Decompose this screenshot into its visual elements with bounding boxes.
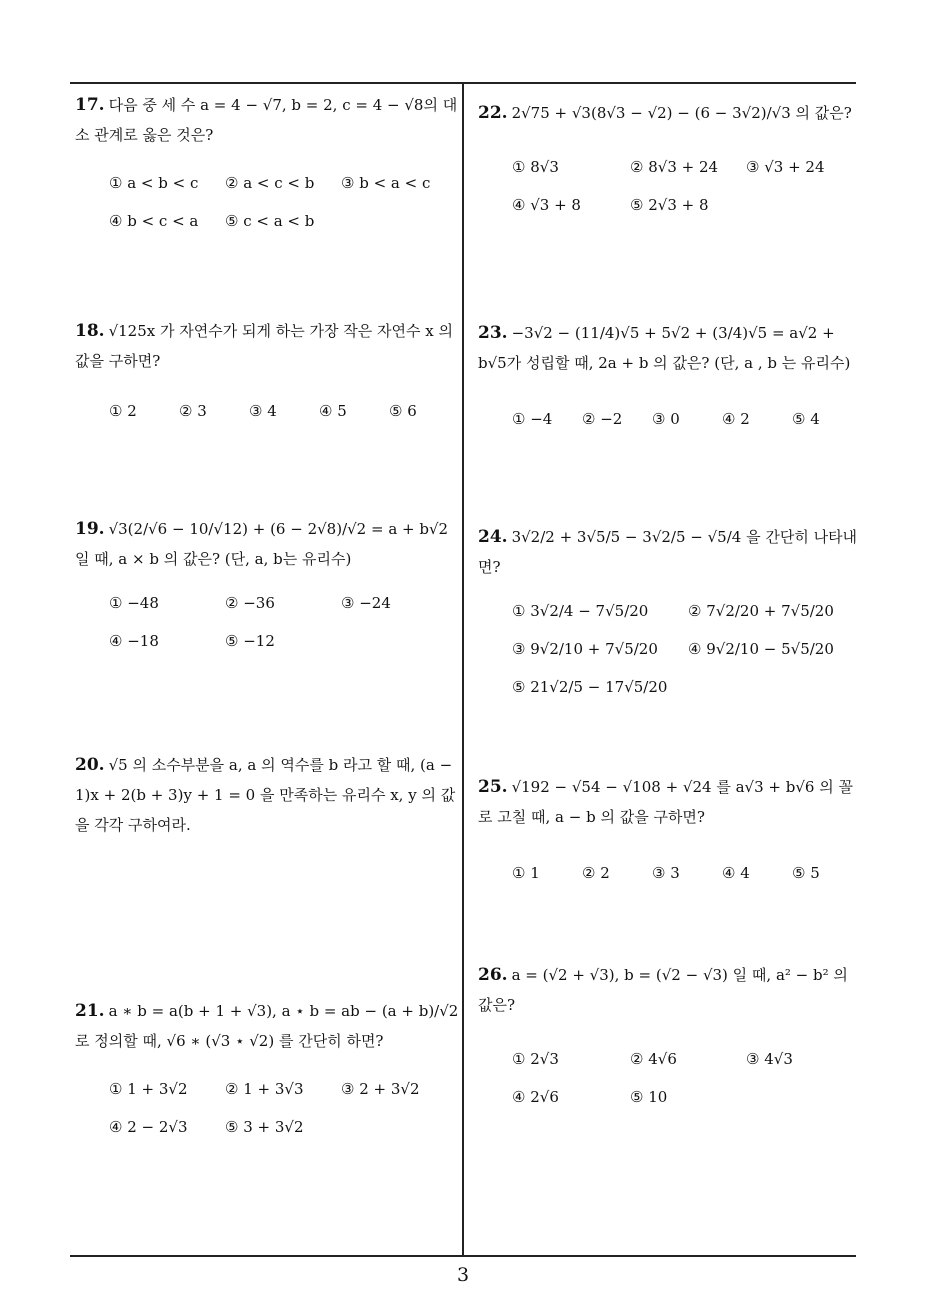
question-number: 21. bbox=[75, 1001, 105, 1021]
question-stem bbox=[478, 522, 862, 582]
question-text: 3√2/2 + 3√5/5 − 3√2/5 − √5/4 을 간단히 나타내면? bbox=[478, 528, 858, 576]
option-5[interactable]: ⑤ 3 + 3√2 bbox=[225, 1118, 304, 1136]
option-4[interactable]: ④ −18 bbox=[109, 632, 159, 650]
option-1[interactable]: ① 2√3 bbox=[512, 1050, 559, 1068]
option-4[interactable]: ④ √3 + 8 bbox=[512, 196, 581, 214]
question-number: 20. bbox=[75, 755, 105, 775]
option-3[interactable]: ③ 0 bbox=[652, 410, 680, 428]
question-19 bbox=[75, 514, 459, 668]
question-25 bbox=[478, 772, 862, 886]
page-number: 3 bbox=[456, 1264, 470, 1286]
option-4[interactable]: ④ 2 − 2√3 bbox=[109, 1118, 188, 1136]
option-2[interactable]: ② 8√3 + 24 bbox=[630, 158, 719, 176]
question-text: √125x 가 자연수가 되게 하는 가장 작은 자연수 x 의 값을 구하면? bbox=[75, 322, 453, 370]
question-stem bbox=[75, 996, 459, 1056]
option-4[interactable]: ④ 2√6 bbox=[512, 1088, 559, 1106]
option-1[interactable]: ① 1 + 3√2 bbox=[109, 1080, 188, 1098]
option-5[interactable]: ⑤ 21√2/5 − 17√5/20 bbox=[512, 678, 668, 696]
option-3[interactable]: ③ 4 bbox=[249, 402, 277, 420]
option-5[interactable]: ⑤ 4 bbox=[792, 410, 820, 428]
options bbox=[478, 596, 862, 716]
option-3[interactable]: ③ −24 bbox=[341, 594, 391, 612]
option-4[interactable]: ④ 2 bbox=[722, 410, 750, 428]
question-stem bbox=[75, 750, 459, 840]
option-2[interactable]: ② 3 bbox=[179, 402, 207, 420]
question-number: 24. bbox=[478, 527, 508, 547]
option-3[interactable]: ③ 2 + 3√2 bbox=[341, 1080, 420, 1098]
option-2[interactable]: ② 1 + 3√3 bbox=[225, 1080, 304, 1098]
question-stem bbox=[75, 90, 459, 150]
options bbox=[478, 392, 862, 432]
column-divider bbox=[462, 83, 464, 1255]
question-number: 25. bbox=[478, 777, 508, 797]
option-2[interactable]: ② 2 bbox=[582, 864, 610, 882]
bottom-rule bbox=[70, 1255, 856, 1257]
option-5[interactable]: ⑤ 10 bbox=[630, 1088, 668, 1106]
question-number: 17. bbox=[75, 95, 105, 115]
options bbox=[75, 390, 459, 430]
option-3[interactable]: ③ 3 bbox=[652, 864, 680, 882]
option-2[interactable]: ② −2 bbox=[582, 410, 623, 428]
option-2[interactable]: ② a < c < b bbox=[225, 174, 315, 192]
option-5[interactable]: ⑤ c < a < b bbox=[225, 212, 315, 230]
option-5[interactable]: ⑤ 5 bbox=[792, 864, 820, 882]
option-4[interactable]: ④ b < c < a bbox=[109, 212, 199, 230]
options bbox=[478, 142, 862, 222]
options bbox=[75, 1070, 459, 1150]
option-4[interactable]: ④ 4 bbox=[722, 864, 750, 882]
question-number: 23. bbox=[478, 323, 508, 343]
question-stem bbox=[478, 772, 862, 832]
question-number: 19. bbox=[75, 519, 105, 539]
option-1[interactable]: ① 3√2/4 − 7√5/20 bbox=[512, 602, 649, 620]
options bbox=[75, 164, 459, 244]
question-text: −3√2 − (11/4)√5 + 5√2 + (3/4)√5 = a√2 + b√5가 성립할 때, 2a + b 의 값은? (단, a , b 는 유리수) bbox=[478, 324, 851, 372]
option-3[interactable]: ③ √3 + 24 bbox=[746, 158, 825, 176]
question-stem bbox=[75, 514, 459, 574]
question-number: 26. bbox=[478, 965, 508, 985]
option-3[interactable]: ③ b < a < c bbox=[341, 174, 431, 192]
question-number: 22. bbox=[478, 103, 508, 123]
question-stem bbox=[478, 318, 862, 378]
question-text: √192 − √54 − √108 + √24 를 a√3 + b√6 의 꼴로 고칠 때, a − b 의 값을 구하면? bbox=[478, 778, 853, 826]
question-18 bbox=[75, 316, 459, 430]
question-21 bbox=[75, 996, 459, 1150]
question-text: √3(2/√6 − 10/√12) + (6 − 2√8)/√2 = a + b√2 일 때, a × b 의 값은? (단, a, b는 유리수) bbox=[75, 520, 449, 568]
question-stem bbox=[478, 960, 862, 1020]
option-5[interactable]: ⑤ 6 bbox=[389, 402, 417, 420]
option-1[interactable]: ① −48 bbox=[109, 594, 159, 612]
question-26 bbox=[478, 960, 862, 1114]
option-4[interactable]: ④ 9√2/10 − 5√5/20 bbox=[688, 640, 834, 658]
question-text: 다음 중 세 수 a = 4 − √7, b = 2, c = 4 − √8의 대소 관계로 옳은 것은? bbox=[75, 96, 458, 144]
option-4[interactable]: ④ 5 bbox=[319, 402, 347, 420]
options bbox=[478, 1034, 862, 1114]
option-1[interactable]: ① 1 bbox=[512, 864, 540, 882]
options bbox=[478, 846, 862, 886]
option-1[interactable]: ① 8√3 bbox=[512, 158, 559, 176]
question-23 bbox=[478, 318, 862, 432]
question-text: 2√75 + √3(8√3 − √2) − (6 − 3√2)/√3 의 값은? bbox=[511, 104, 852, 122]
option-5[interactable]: ⑤ 2√3 + 8 bbox=[630, 196, 709, 214]
option-3[interactable]: ③ 4√3 bbox=[746, 1050, 793, 1068]
option-5[interactable]: ⑤ −12 bbox=[225, 632, 275, 650]
question-number: 18. bbox=[75, 321, 105, 341]
question-20 bbox=[75, 750, 459, 840]
option-2[interactable]: ② 4√6 bbox=[630, 1050, 677, 1068]
question-text: a = (√2 + √3), b = (√2 − √3) 일 때, a² − b² 의 값은? bbox=[478, 966, 848, 1014]
option-3[interactable]: ③ 9√2/10 + 7√5/20 bbox=[512, 640, 658, 658]
question-24 bbox=[478, 522, 862, 716]
question-text: √5 의 소수부분을 a, a 의 역수를 b 라고 할 때, (a − 1)x + 2(b + 3)y + 1 = 0 을 만족하는 유리수 x, y 의 값을 각각 구하여라. bbox=[75, 756, 456, 834]
option-2[interactable]: ② 7√2/20 + 7√5/20 bbox=[688, 602, 834, 620]
option-1[interactable]: ① −4 bbox=[512, 410, 553, 428]
option-1[interactable]: ① a < b < c bbox=[109, 174, 199, 192]
question-17 bbox=[75, 90, 459, 244]
option-1[interactable]: ① 2 bbox=[109, 402, 137, 420]
question-stem bbox=[75, 316, 459, 376]
question-text: a ∗ b = a(b + 1 + √3), a ⋆ b = ab − (a + b)/√2 로 정의할 때, √6 ∗ (√3 ⋆ √2) 를 간단히 하면? bbox=[75, 1002, 459, 1050]
option-2[interactable]: ② −36 bbox=[225, 594, 275, 612]
question-22 bbox=[478, 98, 862, 222]
question-stem bbox=[478, 98, 862, 128]
options bbox=[75, 588, 459, 668]
